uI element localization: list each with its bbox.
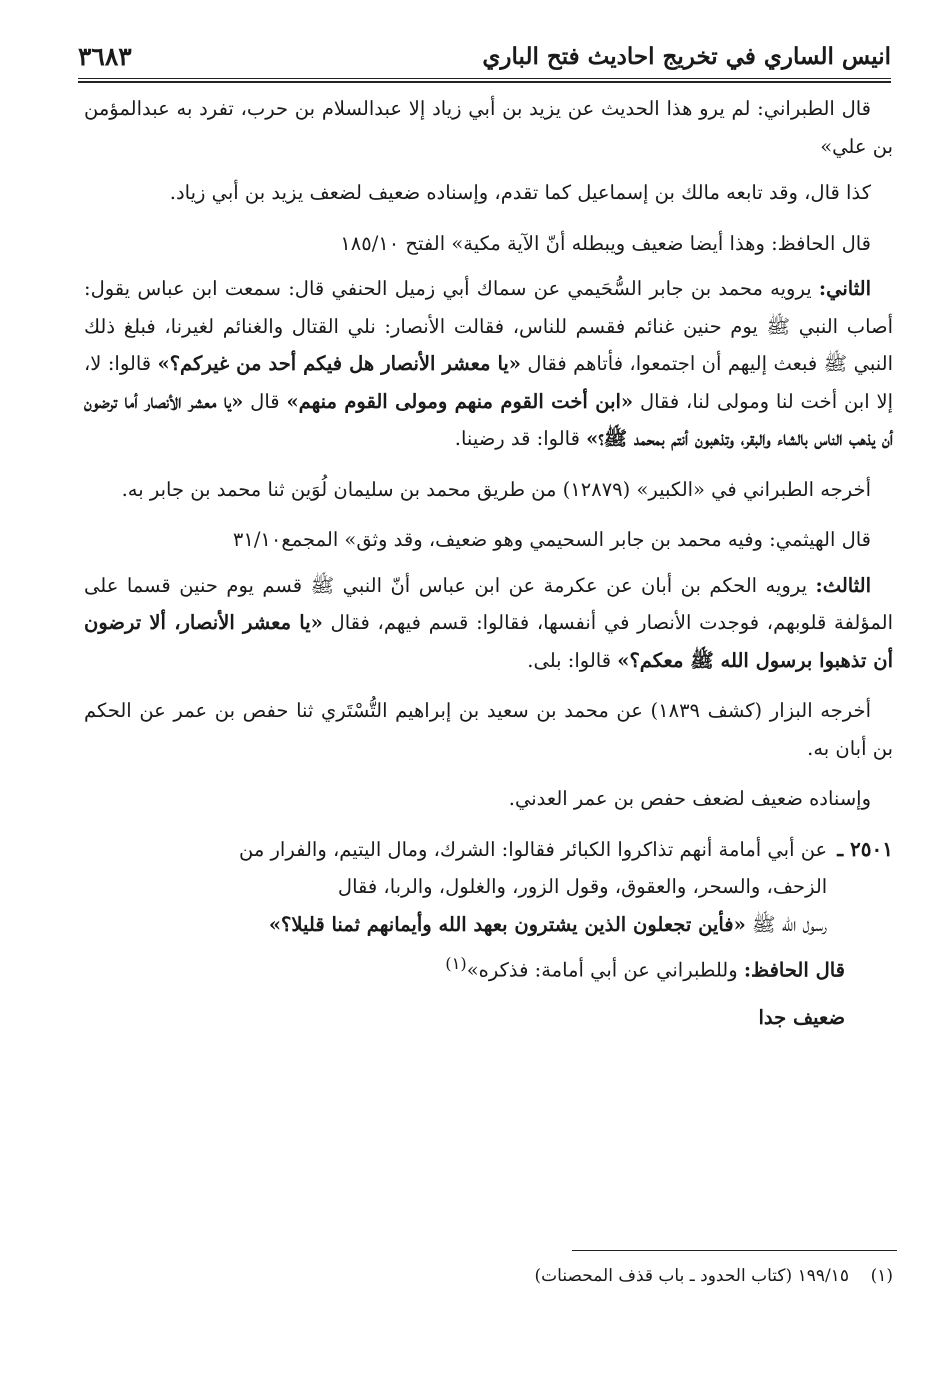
hadith-line: الزحف، والسحر، والعقوق، وقول الزور، والغلول، والربا، فقال	[337, 875, 828, 898]
hadith-line: عن أبي أمامة أنهم تذاكروا الكبائر فقالوا: الشرك، ومال اليتيم، والفرار من	[239, 837, 828, 861]
narration-label: الثالث:	[815, 573, 871, 597]
narration-text: يرويه محمد بن جابر السُّحَيمي عن سماك أبي زميل الحنفي قال: سمعت ابن عباس يقول: أصاب النبي ﷺ يوم حنين غنائم فقسم للناس، فقالت الأنصار: نلي القتال والغنائم لغيرنا، فبلغ ذلك النبي ﷺ فبعث إليهم أن اجتمعوا، فأتاهم فقال	[84, 277, 893, 375]
header-rule	[78, 78, 891, 83]
footnote	[400, 1263, 893, 1289]
paragraph-takhrij-tabarani: أخرجه الطبراني في «الكبير» (١٢٨٧٩) من طريق محمد بن سليمان لُوَين ثنا محمد بن جابر به.	[121, 477, 871, 501]
paragraph-isnad-weakness: وإسناده ضعيف لضعف حفص بن عمر العدني.	[508, 787, 871, 810]
hadith-line-text: رسول الله ﷺ	[752, 912, 828, 936]
hadith-quote: «ابن أخت القوم منهم ومولى القوم منهم»	[286, 389, 634, 413]
paragraph-second-narration	[84, 270, 893, 458]
hadith-quote: «يا معشر الأنصار هل فيكم أحد من غيركم؟»	[157, 352, 521, 375]
hadith-line	[84, 906, 827, 944]
hafidh-text: وللطبراني عن أبي أمامة: فذكره»	[466, 958, 744, 982]
book-title: انيس الساري في تخريج احاديث فتح الباري	[482, 42, 891, 70]
hafidh-attribution	[84, 945, 893, 989]
paragraph-third-narration	[84, 567, 893, 680]
paragraph-isnad-note: كذا قال، وقد تابعه مالك بن إسماعيل كما تقدم، وإسناده ضعيف لضعف يزيد بن أبي زياد.	[169, 181, 871, 204]
footnote-ref: (١)	[445, 954, 467, 973]
footnote-rule	[572, 1250, 897, 1251]
footnote-text: ١٩٩/١٥ (كتاب الحدود ـ باب قذف المحصنات)	[534, 1266, 849, 1286]
hadith-quote: «يا معشر الأنصار، ألا ترضون أن تذهبوا برسول الله ﷺ معكم؟»	[84, 611, 893, 672]
paragraph-tabarani-quote: قال الطبراني: لم يرو هذا الحديث عن يزيد بن أبي زياد إلا عبدالسلام بن حرب، تفرد به عبدالمؤمن بن علي»	[84, 97, 893, 158]
paragraph-haythami-comment: قال الهيثمي: وفيه محمد بن جابر السحيمي وهو ضعيف، وقد وثق» المجمع٣١/١٠	[232, 528, 871, 551]
narration-text: يرويه الحكم بن أبان عن عكرمة عن ابن عباس أنّ النبي ﷺ قسم يوم حنين قسما على المؤلفة قلوبهم، فوجدت الأنصار في أنفسها، فقالوا: قسم فيهم، فقال	[84, 573, 893, 634]
paragraph-takhrij-bazzar: أخرجه البزار (كشف ١٨٣٩) عن محمد بن سعيد بن إبراهيم التُّسْتَري ثنا حفص بن عمر عن الحكم بن أبان به.	[84, 699, 893, 760]
hadith-text	[84, 831, 827, 944]
narration-text: قالوا: بلى.	[527, 648, 618, 672]
hafidh-label: قال الحافظ:	[743, 958, 845, 982]
page-number: ٣٦٨٣	[78, 41, 132, 71]
hadith-quote: «فأين تجعلون الذين يشترون بعهد الله وأيمانهم ثمنا قليلا؟»	[268, 912, 746, 936]
narration-text: قال	[243, 389, 287, 413]
hadith-quote: «يا معشر الأنصار أما ترضون أن يذهب الناس بالشاء والبقر، وتذهبون أنتم بمحمد ﷺ؟»	[84, 389, 893, 450]
narration-text: قالوا: لا، إلا ابن أخت لنا ومولى لنا، فقال	[84, 352, 894, 413]
hadith-grade: ضعيف جدا	[758, 1006, 845, 1029]
footnote-marker: (١)	[870, 1266, 893, 1286]
paragraph-hafidh-comment: قال الحافظ: وهذا أيضا ضعيف ويبطله أنّ الآية مكية» الفتح ١٨٥/١٠	[340, 231, 871, 255]
narration-label: الثاني:	[818, 277, 871, 300]
running-header	[78, 36, 891, 76]
narration-text: قالوا: قد رضينا.	[454, 427, 587, 450]
page-body	[84, 90, 893, 1037]
hadith-number: ٢٥٠١ ـ	[837, 836, 893, 861]
hadith-entry	[84, 831, 893, 944]
